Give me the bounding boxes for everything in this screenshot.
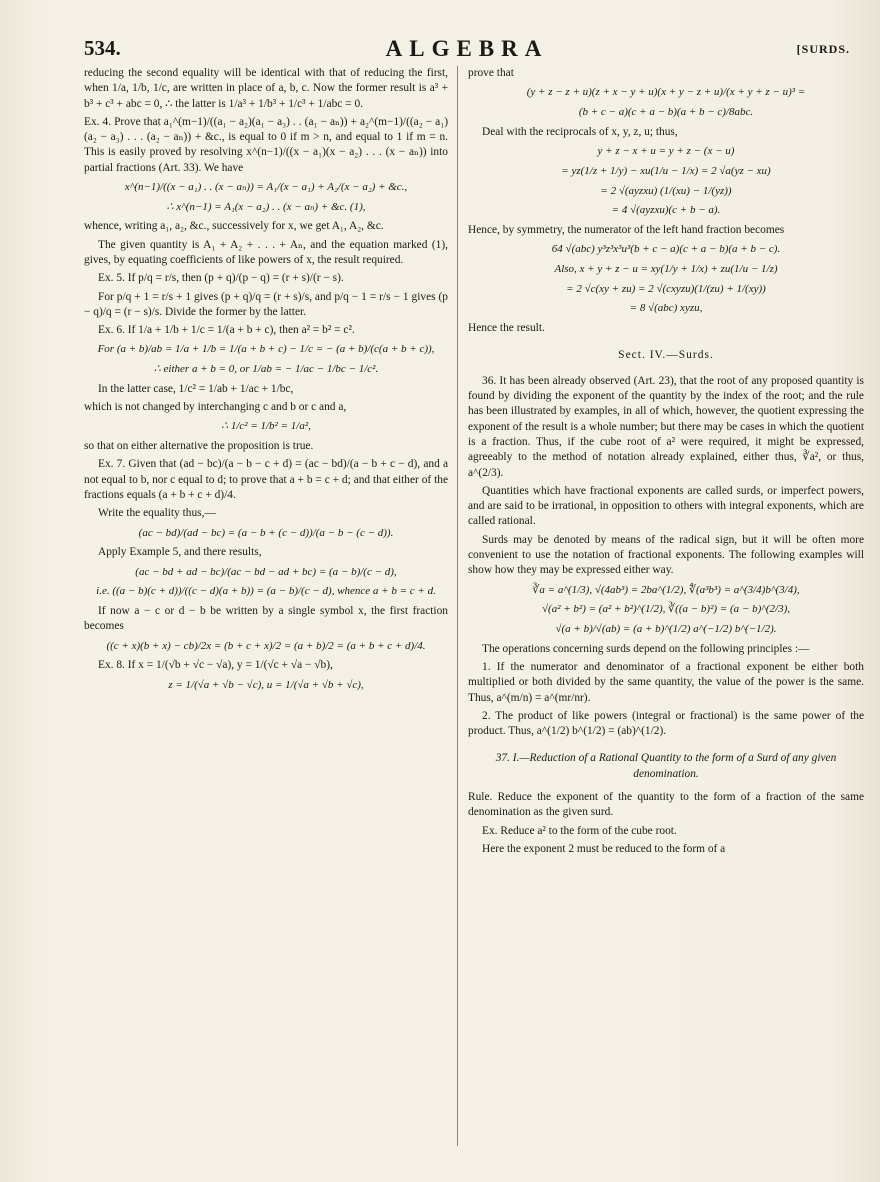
paragraph: Deal with the reciprocals of x, y, z, u; thus, xyxy=(482,125,678,138)
paragraph: If now a − c or d − b be written by a single symbol x, the first fraction becomes xyxy=(84,605,448,633)
paragraph: Ex. 7. Given that (ad − bc)/(a − b − c + d) = (ac − bd)/(a − b + c − d), and a not equal to b, nor c equal to d; to prove that a + b = c + d; and that either of the fractions equals (a + b + c + d)/4. xyxy=(84,458,448,502)
equation: √(a + b)/√(ab) = (a + b)^(1/2) a^(−1/2) b^(−1/2). xyxy=(555,623,777,635)
equation: (y + z − z + u)(z + x − y + u)(x + y − z + u)/(x + y + z − u)³ = xyxy=(526,86,806,99)
paragraph: Hence, by symmetry, the numerator of the left hand fraction becomes xyxy=(468,223,785,236)
running-title: ALGEBRA xyxy=(385,36,549,61)
right-column xyxy=(468,66,864,860)
paragraph: Write the equality thus,— xyxy=(98,507,216,520)
paragraph: Surds may be denoted by means of the radical sign, but it will be often more convenient to use the notation of fractional exponents. The following examples will show how they may be expressed either way. xyxy=(468,533,864,577)
paragraph: Rule. Reduce the exponent of the quantity to the form of a fraction of the same denomination as the given surd. xyxy=(468,790,864,819)
paragraph: Ex. 5. If p/q = r/s, then (p + q)/(p − q) = (r + s)/(r − s). xyxy=(98,272,344,285)
paragraph: The operations concerning surds depend on the following principles :— xyxy=(482,642,810,655)
paragraph: 2. The product of like powers (integral or fractional) is the same power of the product. Thus, a^(1/2) b^(1/2) = (ab)^(1/2). xyxy=(468,709,864,738)
paragraph: 1. If the numerator and denominator of a fractional exponent be either both multiplied or both divided by the same quantity, the value of the power is the same. Thus, a^(m/n) = a^(mr/nr). xyxy=(468,661,864,704)
left-column xyxy=(84,66,448,697)
equation: (ac − bd + ad − bc)/(ac − bd − ad + bc) = (a − b)/(c − d), xyxy=(135,565,397,578)
paragraph: reducing the second equality will be identical with that of reducing the first, when 1/a, 1/b, 1/c, are written in place of a, b, c. Now the former result is a³ + b³ + c³ + abc = 0, ∴ the latter is 1/a³ + 1/b³ + 1/c³ + 1/abc = 0. xyxy=(84,67,448,110)
paragraph: 36. It has been already observed (Art. 23), that the root of any proposed quantity is found by dividing the exponent of the quantity by the index of the root; and the rule has been illustrated by examples, in all of which, however, the quotient expressing the exponent of the result is a whole number; but there may be cases in which the quotient is a fraction. Thus, if the cube root of a² were required, it might be expressed, agreeably to the method of notation already explained, either thus, ∛a², or thus, a^(2/3). xyxy=(468,374,864,479)
paragraph: In the latter case, 1/c² = 1/ab + 1/ac + 1/bc, xyxy=(98,382,294,395)
paragraph: Here the exponent 2 must be reduced to the form of a xyxy=(482,842,726,855)
paragraph: so that on either alternative the proposition is true. xyxy=(84,440,314,453)
equation: ∴ x^(n−1) = A₁(x − a₂) . . (x − aₙ) + &c. (1), xyxy=(166,200,366,213)
equation: ((c + x)(b + x) − cb)/2x = (b + c + x)/2 = (a + b)/2 = (a + b + c + d)/4. xyxy=(106,639,426,652)
equation: = 8 √(abc) xyzu, xyxy=(629,302,703,315)
section-heading: Sect. IV.—Surds. xyxy=(618,349,714,362)
paragraph: which is not changed by interchanging c and b or c and a, xyxy=(84,401,347,414)
equation: (b + c − a)(c + a − b)(a + b − c)/8abc. xyxy=(578,106,754,119)
paragraph: Ex. 4. Prove that a₁^(m−1)/((a₁ − a₂)(a₁ − a₃) . . (a₁ − aₙ)) + a₂^(m−1)/((a₂ − a₁)(a₂ − a₃) . . . (a₂ − aₙ)) + &c., is equal to 0 if m > n, and equal to 1 if m = n. This is easily proved by resolving x^(n−1)/((x − a₁)(x − a₂) . . . (x − aₙ)) into partial fractions (Art. 33). We have xyxy=(84,115,448,174)
equation: = 2 √c(xy + zu) = 2 √(cxyzu)(1/(zu) + 1/(xy)) xyxy=(566,282,766,295)
paragraph: Ex. Reduce a² to the form of the cube root. xyxy=(482,824,677,837)
equation: Also, x + y + z − u = xy(1/y + 1/x) + zu(1/u − 1/z) xyxy=(554,262,778,275)
equation: z = 1/(√a + √b − √c), u = 1/(√a + √b + √c), xyxy=(168,678,364,691)
equation: = 4 √(ayzxu)(c + b − a). xyxy=(611,204,721,217)
equation: (ac − bd)/(ad − bc) = (a − b + (c − d))/(a − b − (c − d)). xyxy=(138,526,394,539)
paragraph: Apply Example 5, and there results, xyxy=(98,546,262,559)
paragraph: For p/q + 1 = r/s + 1 gives (p + q)/q = (r + s)/s, and p/q − 1 = r/s − 1 gives (p − q)/q = (r − s)/s. Divide the former by the latter. xyxy=(84,290,448,318)
paragraph: prove that xyxy=(468,67,514,79)
section-tag: [SURDS. xyxy=(796,42,850,56)
paragraph: Ex. 8. If x = 1/(√b + √c − √a), y = 1/(√c + √a − √b), xyxy=(98,659,333,672)
equation: y + z − x + u = y + z − (x − u) xyxy=(597,145,735,158)
paragraph: Ex. 6. If 1/a + 1/b + 1/c = 1/(a + b + c), then a² = b² = c². xyxy=(98,324,355,337)
article-heading: 37. I.—Reduction of a Rational Quantity to the form of a Surd of any given denomination. xyxy=(495,752,837,780)
column-rule xyxy=(457,66,458,1146)
equation: ∴ either a + b = 0, or 1/ab = − 1/ac − 1/bc − 1/c². xyxy=(153,363,379,376)
paragraph: The given quantity is A₁ + A₂ + . . . + Aₙ, and the equation marked (1), gives, by equating coefficients of like powers of x, the result required. xyxy=(84,238,448,266)
equation: = 2 √(ayzxu) (1/(xu) − 1/(yz)) xyxy=(600,184,732,197)
paragraph: Quantities which have fractional exponents are called surds, or imperfect powers, and are said to be irrational, in opposition to others with integral exponents, which are called rational. xyxy=(468,484,864,528)
equation: x^(n−1)/((x − a₁) . . (x − aₙ)) = A₁/(x − a₁) + A₂/(x − a₂) + &c., xyxy=(124,180,408,193)
equation: ∛a = a^(1/3), √(4ab³) = 2ba^(1/2), ∜(a³b³) = a^(3/4)b^(3/4), xyxy=(532,583,800,596)
equation: 64 √(abc) y³z³x³u³(b + c − a)(c + a − b)(a + b − c). xyxy=(551,243,781,256)
equation: = yz(1/z + 1/y) − xu(1/u − 1/x) = 2 √a(yz − xu) xyxy=(561,164,771,177)
equation: i.e. ((a − b)(c + d))/((c − d)(a + b)) = (a − b)/(c − d), whence a + b = c + d. xyxy=(96,585,436,598)
equation: ∴ 1/c² = 1/b² = 1/a², xyxy=(221,420,311,433)
paragraph: whence, writing a₁, a₂, &c., successively for x, we get A₁, A₂, &c. xyxy=(84,220,384,233)
page-number: 534. xyxy=(84,36,121,60)
equation: For (a + b)/ab = 1/a + 1/b = 1/(a + b + c) − 1/c = − (a + b)/(c(a + b + c)), xyxy=(97,343,435,356)
page-header xyxy=(84,36,850,64)
paragraph: Hence the result. xyxy=(468,322,545,335)
equation: √(a² + b²) = (a² + b²)^(1/2), ∛((a − b)²) = (a − b)^(2/3), xyxy=(542,603,790,616)
